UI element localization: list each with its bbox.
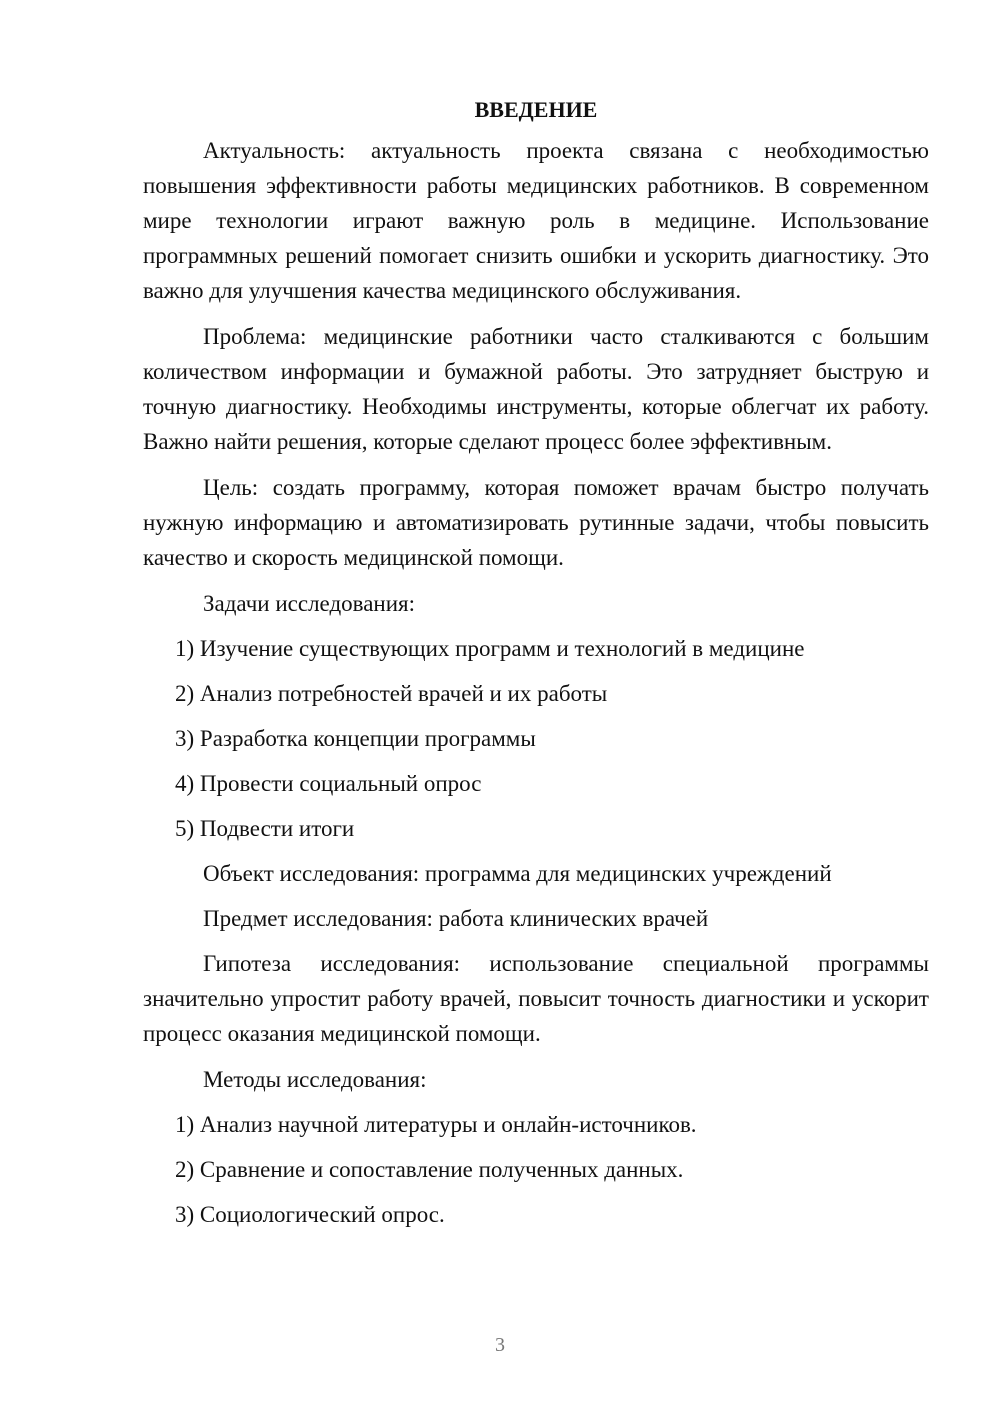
method-item: 1) Анализ научной литературы и онлайн-источников. — [175, 1112, 697, 1137]
document-page — [143, 92, 929, 1242]
task-item: 2) Анализ потребностей врачей и их работы — [175, 681, 608, 706]
section-title: ВВЕДЕНИЕ — [474, 97, 598, 122]
hypothesis-paragraph: Гипотеза исследования: использование специальной программы значительно упростит работу врачей, повысит точность диагностики и ускорит процесс оказания медицинской помощи. — [143, 951, 929, 1046]
methods-heading: Методы исследования: — [203, 1067, 427, 1092]
task-item: 1) Изучение существующих программ и технологий в медицине — [175, 636, 805, 661]
method-item: 2) Сравнение и сопоставление полученных данных. — [175, 1157, 684, 1182]
task-item: 4) Провести социальный опрос — [175, 771, 482, 796]
method-item: 3) Социологический опрос. — [175, 1202, 445, 1227]
task-item: 3) Разработка концепции программы — [175, 726, 536, 751]
problem-paragraph: Проблема: медицинские работники часто сталкиваются с большим количеством информации и бумажной работы. Это затрудняет быструю и точную диагностику. Необходимы инструменты, которые облегчат их работу. Важно найти решения, которые сделают процесс более эффективным. — [143, 324, 929, 454]
tasks-heading: Задачи исследования: — [203, 591, 416, 616]
page-number: 3 — [495, 1334, 505, 1356]
relevance-paragraph: Актуальность: актуальность проекта связана с необходимостью повышения эффективности работы медицинских работников. В современном мире технологии играют важную роль в медицине. Использование программных решений помогает снизить ошибки и ускорить диагностику. Это важно для улучшения качества медицинского обслуживания. — [143, 138, 929, 303]
task-item: 5) Подвести итоги — [175, 816, 355, 841]
object-line: Объект исследования: программа для медицинских учреждений — [203, 861, 832, 886]
subject-line: Предмет исследования: работа клинических врачей — [203, 906, 709, 931]
goal-paragraph: Цель: создать программу, которая поможет врачам быстро получать нужную информацию и автоматизировать рутинные задачи, чтобы повысить качество и скорость медицинской помощи. — [143, 475, 929, 570]
